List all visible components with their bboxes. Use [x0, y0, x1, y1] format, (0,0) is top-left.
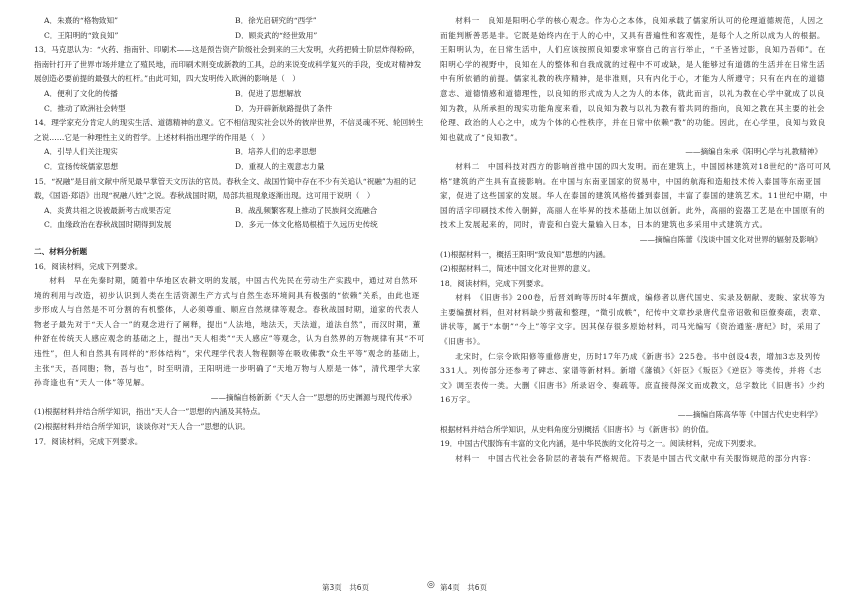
material-18-1: 材料 《旧唐书》200卷，后晋刘昫等历时4年撰成，编修者以唐代国史、实录及朝献、麦睃、家状等为主要编撰材料，但对材料缺少剪裁和整理，“徵引成帙”，纪传中文章抄录唐代皇帝诏敕和臣僚奏疏，表章、讲状等，属于“本朝”“今上”等字文字。因其保存很多原始材料，司马光编写《资治通鉴·唐纪》时，采用了《旧唐书》。 — [440, 293, 826, 347]
question-16-part-2: (2)根据材料并结合所学知识，谈谈你对“天人合一”思想的认识。 — [34, 422, 250, 432]
material-17-2: 材料二 中国科技对西方的影响首推中国的四大发明。而在建筑上，中国园林建筑对18世纪的“洛可可风格”建筑的产生具有直接影响。在中国与东南亚国家的贸易中，中国的航海和造船技术传入泰国等东南亚国家，促进了这些国家的发展。华人在泰国的建筑风格传播到泰国，丰富了泰国的建筑艺术。11世纪中期，中国的活字印刷技术传入朝鲜，高丽人在毕昇的技术基础上加以创新。此外，高丽的瓷器工艺是在中国原有的技术上发展起来的，同时，青瓷和白瓷大量输入日本，日本的建筑也多采用中式建筑方式。 — [440, 161, 832, 230]
option: B．战乱频繁客观上推动了民族间交流融合 — [235, 205, 378, 215]
question-14: 14．理学家充分肯定人的现实生活、道德精神的意义。它不相信现实社会以外的彼岸世界，不信灵魂不死、轮回转生之说……它是一种理性主义的哲学。上述材料指出理学的作用是（ ） — [34, 118, 424, 142]
page-number-left: 第3页 共6页 — [322, 583, 370, 592]
option: B．徐光启研究的“西学” — [235, 16, 317, 25]
page-number-right: 第4页 共6页 — [440, 583, 488, 592]
options-q15 — [34, 204, 426, 233]
material-17-1: 材料一 良知是阳明心学的核心观念。作为心之本体，良知承载了儒家所认可的伦理道德规范，人因之而能判断善恶是非。它既是始终内在于人的心中，又具有普遍性和客观性，是每个人之所以成为人的根据。王阳明认为，在日常生活中，人们应该按照良知要求审察自己的言行举止，“千圣皆过影，良知乃吾师”。在阳明心学的视野中，良知在人的整体和自我成就的过程中不可或缺，是人能够过有道德的生活并在日常生活中有所依循的前提。儒家礼教的秩序精神，是非准则，只有内化于心，才能为人所遵守；只有在内在的道德意志、道德情感和道德理性，以良知的形式成为人之为人的本体，就此而言，以礼为教在心学中就成了以良知为教，从所承担的现实功能角度来看，以良知为教与以礼为教有着共同的指向，良知之教在其主要的社会伦理、政治的人心之中，成为个体的心性秩序，并在日常中依赖“教”的功能。因此，在心学里，良知与致良知也就成了“良知教”。 — [440, 16, 826, 142]
option: B．促进了思想解放 — [235, 88, 302, 98]
option: D．重视人的主观意志力量 — [235, 161, 325, 171]
option: A．引导人们关注现实 — [44, 147, 118, 157]
source-16: ——摘编自杨新新《“天人合一”思想的历史渊源与现代传承》 — [210, 392, 416, 402]
question-18-prompt: 根据材料并结合所学知识，从史料角度分别概括《旧唐书》与《新唐书》的价值。 — [440, 424, 714, 434]
option: A．炎黄共祖之说被最新考古成果否定 — [44, 205, 171, 215]
source-18: ——摘编自陈高华等《中国古代史史料学》 — [677, 410, 822, 420]
binding-mark-icon: ◎ — [427, 580, 435, 590]
left-column — [34, 14, 426, 449]
option: C．宣扬传统儒家思想 — [44, 161, 119, 171]
option: C．血缘政治在春秋战国时期得到发展 — [44, 220, 172, 230]
options-q13 — [34, 87, 426, 116]
question-17-part-1: (1)根据材料一，概括王阳明“致良知”思想的内涵。 — [440, 249, 611, 259]
option: D．顾炎武的“经世致用” — [235, 30, 318, 40]
source-17-1: ——摘编自朱承《阳明心学与礼教精神》 — [685, 147, 822, 157]
option: D．为开辟新航路提供了条件 — [235, 103, 333, 113]
option: B．培养人们的忠孝思想 — [235, 147, 317, 157]
option: C．王阳明的“致良知” — [44, 30, 119, 40]
options-q12 — [34, 14, 426, 43]
question-19: 19．中国古代服饰有丰富的文化内涵，是中华民族的文化符号之一。阅读材料，完成下列要求。 — [440, 439, 762, 449]
question-17-part-2: (2)根据材料二，简述中国文化对世界的意义。 — [440, 264, 596, 274]
option: D．多元一体文化格局根植于久远历史传统 — [235, 220, 378, 230]
option: A．朱熹的“格物致知” — [44, 16, 118, 25]
option: C．推动了欧洲社会转型 — [44, 103, 126, 113]
question-17: 17．阅读材料，完成下列要求。 — [34, 436, 143, 446]
question-15: 15．“祝融”是目前文献中所见最早掌管天文历法的官员。春秋全文、战国竹简中存在不少有关追认“祝融”为祖的记载，《国语·郑语》出现“祝融八姓”之说。春秋战国时期，局部共祖现象逐渐出现。这可用于说明（ ） — [34, 176, 417, 201]
section-title: 二、材料分析题 — [34, 246, 88, 256]
question-16: 16．阅读材料，完成下列要求。 — [34, 261, 143, 271]
material-16: 材料 早在先秦时期，随着中华地区农耕文明的发展，中国古代先民在劳动生产实践中，通过对自然环境的利用与改造，初步认识到人类在生活资源生产方式与自然生态环境间具有极强的“依赖”关系，由此也逐步形成人与自然是不可分割的有机整体，人必须尊重、顺应自然规律等观念。春秋战国时期，道家的代表人物老子最先对于“天人合一”的观念进行了阐释，提出“人法地，地法天，天法道，道法自然”，而汉时期，董仲舒在传统天人感应观念的基础之上，提出“天人相类”“天人感应”等观念，认为自然界的万物规律有其“不可违性”，但人和自然具有同样的“形体结构”，宋代理学代表人物程颢等在吸收佛教“众生平等”观念的基础上，主张“天，吾同胞；物，吾与也”，时至明清，王阳明进一步明确了“天地万物与人原是一体”，清代理学大家孙奇逢也有“天人一体”等见解。 — [34, 276, 426, 388]
right-column — [440, 14, 832, 466]
option: A．便利了文化的传播 — [44, 88, 118, 98]
source-17-2: ——摘编自陈蕾《浅谈中国文化对世界的辐射及影响》 — [639, 234, 822, 244]
question-13: 13．马克思认为：“火药、指南针、印刷术——这是预告资产阶级社会到来的三大发明，火药把骑士阶层炸得粉碎，指南针打开了世界市场并建立了殖民地，而印刷术则变成新教的工具，总的来说变成科学复兴的手段，变成对精神发展创造必要前提的最强大的杠杆。”由此可知，四大发明传入欧洲的影响是（ ） — [34, 45, 422, 84]
question-18: 18．阅读材料，完成下列要求。 — [440, 278, 549, 288]
material-19-1: 材料一 中国古代社会各阶层的者装有严格规范。下表是中国古代文献中有关服饰规范的部分内容： — [455, 453, 816, 463]
options-q14 — [34, 145, 426, 174]
material-18-2: 北宋时，仁宗令欧阳修等重修唐史，历时17年乃成《新唐书》225卷。书中创设4表，增加3志及列传331人。列传部分还参考了碑志、家谱等新材料。新增《藩镇》《奸臣》《叛臣》《逆臣》等类传，并将《志文》调至表传一类。大删《旧唐书》所录诏令、奏疏等。庶直接得深文而成教文，总字数比《旧唐书》少约16万字。 — [440, 351, 826, 405]
question-16-part-1: (1)根据材料并结合所学知识，指出“天人合一”思想的内涵及其特点。 — [34, 407, 266, 417]
